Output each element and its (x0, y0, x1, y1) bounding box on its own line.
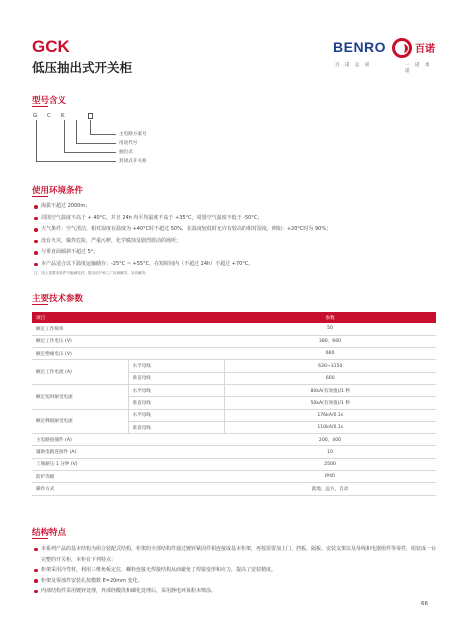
table-row (32, 323, 436, 335)
model-connector (90, 120, 91, 134)
list-item: 没有火灾，爆炸危险，严重污秽，化学腐蚀及剧烈震动的场所； (34, 236, 434, 248)
spec-table (32, 312, 436, 496)
model-scheme-box (88, 113, 93, 119)
list-item: 大气条件：空气清洁，相对湿度在温度为 +40°C时不超过 50%，在温度较低时允许有较高的相对湿度，例如：+20°C时为 90%； (34, 224, 434, 236)
table-row (32, 384, 436, 396)
product-name: 低压抽出式开关柜 (32, 60, 133, 75)
table-row (32, 471, 436, 483)
table-cell-value: 600 (224, 372, 436, 384)
table-cell-item: 操作方式 (32, 483, 224, 495)
table-cell-value: 380，660 (224, 335, 436, 347)
features-list (34, 544, 438, 597)
table-cell-value: 200，400 (224, 434, 436, 446)
list-item: 与垂直面倾斜不超过 5°； (34, 247, 434, 259)
table-cell-value: 2500 (224, 458, 436, 470)
list-item: 柜架及零部件安装孔按模数 E=20mm 变化。 (34, 576, 438, 587)
list-item: 内部结构件采用镀锌处理，外部经酸洗和磷化处理后，采用静电环氧粉末喷涂。 (34, 586, 438, 597)
model-connector (76, 120, 77, 143)
table-row (32, 458, 436, 470)
logo-slogan-right: 一 诺 承 诺 (405, 63, 432, 74)
model-connector (36, 161, 116, 162)
table-cell-item: 额定工作频率 (32, 323, 224, 335)
logo-brand-cn: 百诺 (415, 44, 435, 55)
table-cell-value: IP40 (224, 471, 436, 483)
model-diagram (33, 113, 233, 173)
list-item: 本系列产品的基本结构为组合装配式结构，柜架的全部结构件通过镀锌紧固件相连接成基本柜架，再按需要加上门、挡板、隔板、安装支架以及母线和电器组件等零件，组装成一台完整的开关柜，本柜有下列特点： (34, 544, 438, 565)
section-title-features: 结构特点 (32, 528, 67, 538)
table-row (32, 360, 436, 372)
product-code: GCK (32, 37, 70, 56)
model-label-enclosed: 封闭式开关柜 (119, 159, 147, 164)
table-row (32, 434, 436, 446)
page-number: 66 (421, 601, 428, 607)
table-row (32, 446, 436, 458)
list-item: 柜架采用冷弯材，利用三维角板定位，螺栓连接无焊接结构从而避免了焊接变形和应力，提高了安装精度。 (34, 565, 438, 576)
logo-brand-text: BENRO (333, 39, 387, 55)
table-cell-value: 110kA/0.1s (224, 421, 436, 433)
brand-logo (333, 38, 438, 72)
model-label-scheme: 主电路方案号 (119, 132, 147, 137)
model-letter-g: G (33, 113, 38, 119)
model-connector (64, 120, 65, 152)
table-cell-value: 50kA(有效值)/1 秒 (224, 397, 436, 409)
model-letter-c: C (47, 113, 51, 119)
conditions-list (34, 201, 434, 276)
model-connector (36, 120, 37, 161)
list-item: 周围空气温度不高于 + 40°C，并且 24h 内平均温度不高于 +35°C，周围空气温度不低于 -50°C； (34, 213, 434, 225)
model-connector (90, 134, 116, 135)
table-cell-value: 660 (224, 348, 436, 360)
table-cell-sub: 水平母线 (128, 409, 224, 421)
section-title-specs: 主要技术参数 (32, 294, 84, 304)
table-row (32, 335, 436, 347)
list-item: 海拔不超过 2000m； (34, 201, 434, 213)
model-label-usage: 用途代号 (119, 141, 138, 146)
table-cell-value: 176kA/0.1s (224, 409, 436, 421)
table-header-row (32, 312, 436, 323)
section-title-conditions: 使用环境条件 (32, 186, 84, 196)
table-cell-value: 就地，远方，自动 (224, 483, 436, 495)
model-connector (76, 143, 116, 144)
table-cell-item: 防护等级 (32, 471, 224, 483)
table-cell-item: 额定绝缘电压 (V) (32, 348, 224, 360)
logo-slogan-left: 百 诺 总 诺 (335, 63, 372, 68)
model-connector (64, 152, 116, 153)
list-item: 本产品适合以下温度运输储存：-25°C ~ +55°C，在短时间内（不超过 24h）不超过 +70°C。 (34, 259, 434, 271)
table-header-item: 项目 (32, 312, 224, 323)
table-cell-item: 额定工作电流 (A) (32, 360, 128, 385)
table-cell-sub: 垂直母线 (128, 397, 224, 409)
table-cell-item: 额定工作电压 (V) (32, 335, 224, 347)
section-title-model: 型号含义 (32, 96, 67, 106)
table-cell-sub: 水平母线 (128, 360, 224, 372)
table-row (32, 348, 436, 360)
table-row (32, 483, 436, 495)
table-cell-value: 50 (224, 323, 436, 335)
table-header-value: 参数 (224, 312, 436, 323)
model-label-drawout: 抽出式 (119, 150, 133, 155)
table-cell-item: 额定峰值耐受电流 (32, 409, 128, 434)
table-cell-sub: 水平母线 (128, 384, 224, 396)
table-cell-value: 630~3150 (224, 360, 436, 372)
model-letter-k: K (61, 113, 65, 119)
table-cell-item: 额定短时耐受电流 (32, 384, 128, 409)
table-cell-item: 辅助电路连接件 (A) (32, 446, 224, 458)
table-cell-sub: 垂直母线 (128, 421, 224, 433)
table-cell-item: 工频耐压 1 分钟 (V) (32, 458, 224, 470)
conditions-note: 注：如上述要求条件不能满足时，需由用户和工厂协商解决，另有解决。 (34, 271, 149, 275)
table-cell-value: 10 (224, 446, 436, 458)
logo-mark-icon (392, 38, 412, 58)
table-cell-item: 主电路接插件 (A) (32, 434, 224, 446)
table-cell-value: 80kA(有效值)/1 秒 (224, 384, 436, 396)
table-cell-sub: 垂直母线 (128, 372, 224, 384)
table-row (32, 409, 436, 421)
